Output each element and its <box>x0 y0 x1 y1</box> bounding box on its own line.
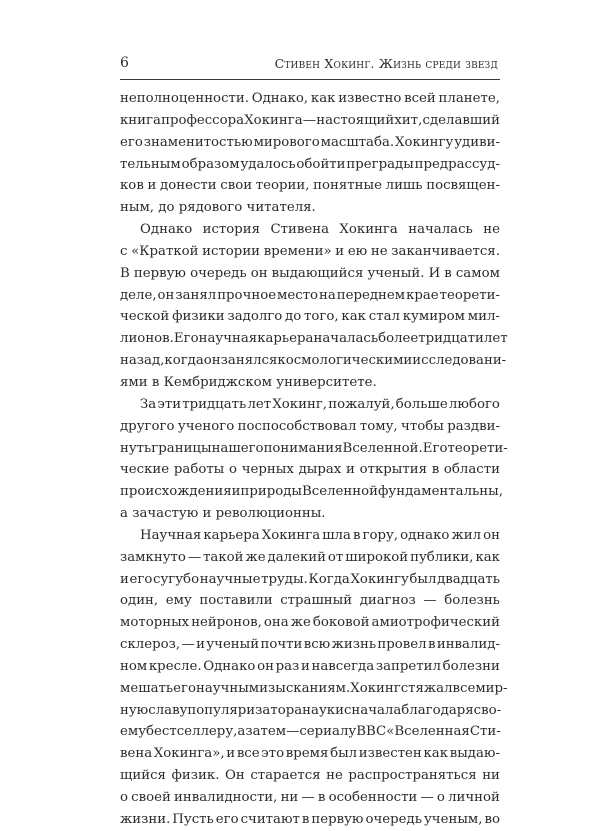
page-number: 6 <box>120 55 129 71</box>
text-line: ков и донести свои теории, понятные лишь посвящен- <box>120 178 500 194</box>
text-line: За эти тридцать лет Хокинг, пожалуй, больше любого <box>140 396 500 412</box>
text-line: ями в Кембриджском университете. <box>120 374 377 390</box>
text-line: ным, до рядового читателя. <box>120 200 316 216</box>
body-text <box>120 88 508 831</box>
text-line: ческой физики задолго до того, как стал кумиром мил- <box>120 309 500 325</box>
text-line: ческие работы о черных дырах и открытия в области <box>120 462 500 478</box>
text-line: другого ученого поспособствовал тому, чтобы раздви- <box>120 418 500 434</box>
text-line: жизни. Пусть его считают в первую очередь ученым, во <box>120 811 500 827</box>
text-line: тельным образом удалось обойти преграды предрассуд- <box>120 156 500 172</box>
text-line: моторных нейронов, она же боковой амиотрофический <box>120 615 500 631</box>
text-line: замкнуто — такой же далекий от широкой публики, как <box>120 549 500 565</box>
text-line: ную славу популяризатора науки сначала благодаря сво- <box>120 702 502 718</box>
text-line: неполноценности. Однако, как известно всей планете, <box>120 91 500 106</box>
text-line: Однако история Стивена Хокинга началась не <box>140 222 500 238</box>
text-line: вена Хокинга», и все это время был известен как выдаю- <box>120 746 500 762</box>
text-line: лионов. Его научная карьера началась более тридцати лет <box>120 331 508 347</box>
text-line: щийся физик. Он старается не распространяться ни <box>120 768 500 784</box>
text-line: назад, когда он занялся космологическими исследовани- <box>120 353 507 369</box>
header-rule <box>120 79 500 80</box>
text-line: нуть границы нашего понимания Вселенной. Его теорети- <box>120 440 508 456</box>
text-line: происхождения и природы Вселенной фундаментальны, <box>120 484 503 500</box>
text-line: деле, он занял прочное место на переднем крае теорети- <box>120 287 500 303</box>
text-line: и его сугубо научные труды. Когда Хокингу был двадцать <box>120 571 500 587</box>
text-line: а зачастую и революционны. <box>120 506 326 522</box>
text-line: книга профессора Хокинга — настоящий хит, сделавший <box>120 112 500 128</box>
text-line: его знаменитостью мирового масштаба. Хокингу удиви- <box>120 134 500 150</box>
text-line: ном кресле. Однако он раз и навсегда запретил болезни <box>120 658 500 674</box>
text-line: один, ему поставили страшный диагноз — болезнь <box>120 593 500 609</box>
text-line: Научная карьера Хокинга шла в гору, однако жил он <box>140 527 500 543</box>
page-header <box>120 54 498 76</box>
text-line: склероз, — и ученый почти всю жизнь провел в инвалид- <box>120 637 500 653</box>
running-title: Стивен Хокинг. Жизнь среди звезд <box>274 56 498 71</box>
text-line: о своей инвалидности, ни — в особенности — о личной <box>120 790 500 805</box>
text-line: В первую очередь он выдающийся ученый. И в самом <box>120 265 500 281</box>
text-line: мешать его научным изысканиям. Хокинг стяжал всемир- <box>120 680 508 696</box>
text-line: с «Краткой истории времени» и ею не заканчивается. <box>120 243 500 259</box>
text-line: ему бестселлеру, а затем — сериалу BBC «Вселенная Сти- <box>120 724 501 740</box>
